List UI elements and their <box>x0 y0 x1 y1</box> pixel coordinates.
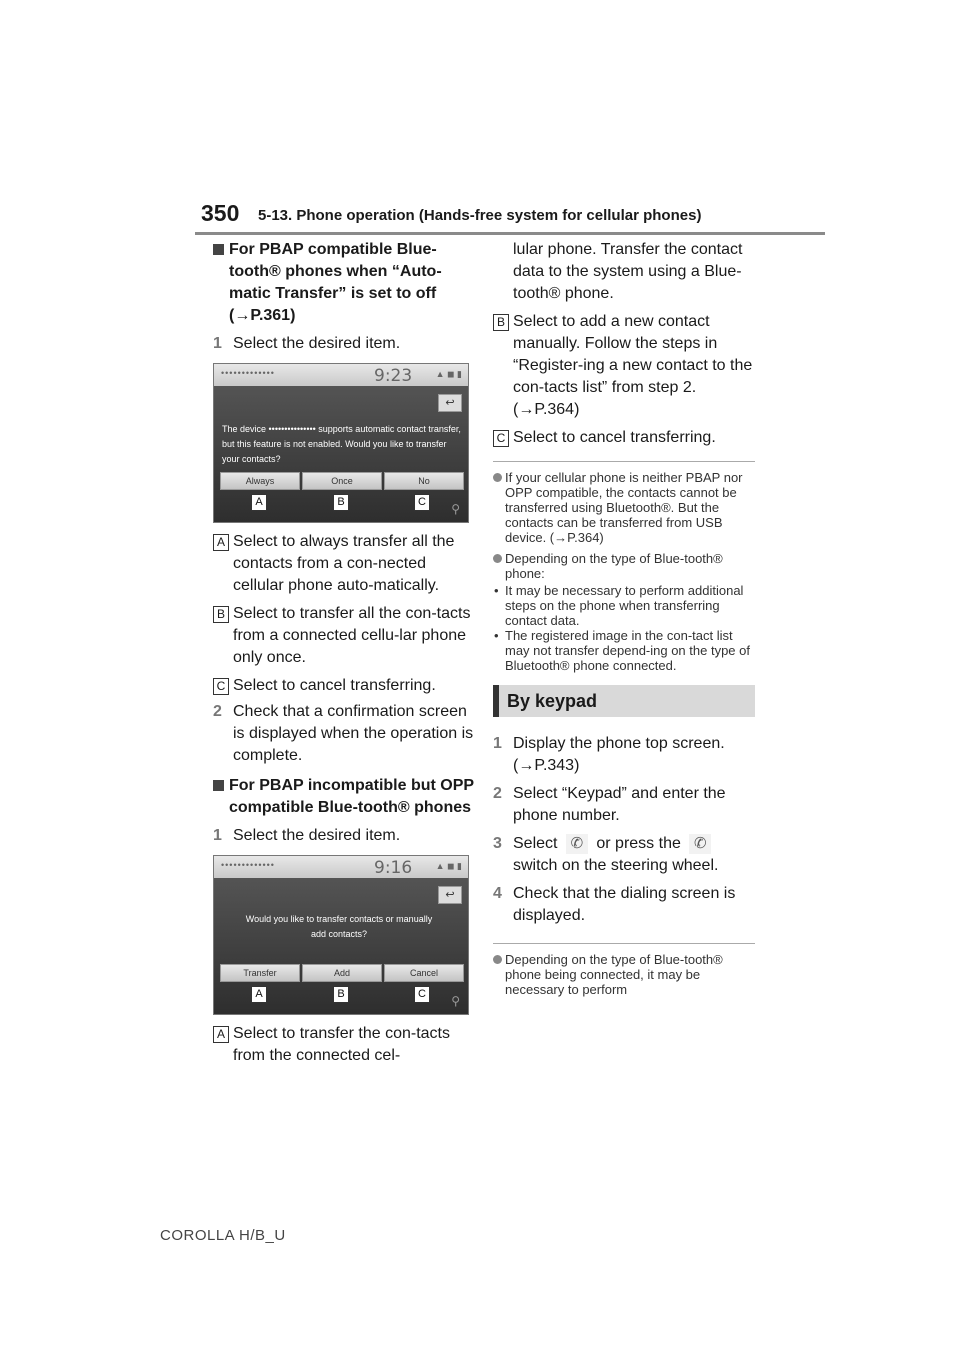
search-icon: ⚲ <box>451 994 460 1008</box>
item-c: C Select to cancel transferring. <box>213 675 475 697</box>
device-name-dots: ••••••••••••• <box>221 860 275 870</box>
screenshot-auto-transfer <box>213 363 469 523</box>
square-bullet-icon <box>213 244 224 255</box>
callout-c: C <box>414 494 430 511</box>
cancel-button[interactable]: Cancel <box>384 964 464 982</box>
dialog-buttons <box>220 964 464 982</box>
callout-c: C <box>414 986 430 1003</box>
section-title: 5-13. Phone operation (Hands-free system for cellular phones) <box>258 207 702 224</box>
transfer-button[interactable]: Transfer <box>220 964 300 982</box>
item-b: B Select to transfer all the con-tacts from a connected cellu-lar phone only once. <box>213 603 475 669</box>
always-button[interactable]: Always <box>220 472 300 490</box>
callout-tags <box>214 494 468 514</box>
callout-b: B <box>333 494 349 511</box>
dialog-message: The device ••••••••••••••• supports automatic contact transfer, but this feature is not enabled. Would you like to transfer your contacts? <box>222 424 461 464</box>
left-column <box>213 239 475 1067</box>
step-2: 2 Check that a confirmation screen is displayed when the operation is complete. <box>213 703 474 764</box>
note-incompatible: If your cellular phone is neither PBAP nor OPP compatible, the contacts cannot be transferred using Bluetooth®. But the contacts can be transferred from USB device. (→P.364) <box>493 470 755 545</box>
bullet-1: • It may be necessary to perform additional steps on the phone when transferring contact data. <box>494 583 744 628</box>
right-column <box>493 239 755 1003</box>
clock: 9:23 <box>374 366 413 386</box>
add-button[interactable]: Add <box>302 964 382 982</box>
note-divider <box>493 943 755 944</box>
item-2b: B Select to add a new contact manually. Follow the steps in “Register-ing a new contact to the con-tacts list” from step 2. (→P.364) <box>493 311 755 421</box>
phone-icon: ✆ <box>689 834 711 854</box>
clock: 9:16 <box>374 858 413 878</box>
note-dial: Depending on the type of Blue-tooth® phone being connected, it may be necessary to perform <box>493 952 755 997</box>
keypad-step-1: 1 Display the phone top screen. (→P.343) <box>493 735 725 774</box>
bullet-2: • The registered image in the con-tact list may not transfer depend-ing on the type of Bluetooth® phone connected. <box>494 628 750 673</box>
keypad-step-3: 3 Select ✆ or press the ✆ switch on the steering wheel. <box>493 834 719 874</box>
heading-opp: For PBAP incompatible but OPP compatible Blue-tooth® phones <box>213 775 475 819</box>
device-name-dots: ••••••••••••• <box>221 368 275 378</box>
no-button[interactable]: No <box>384 472 464 490</box>
note-divider <box>493 461 755 462</box>
circle-bullet-icon <box>493 955 502 964</box>
back-icon[interactable]: ↩ <box>438 886 462 904</box>
keypad-step-2: 2 Select “Keypad” and enter the phone number. <box>493 785 726 824</box>
callout-a: A <box>251 986 267 1003</box>
keypad-step-4: 4 Check that the dialing screen is displayed. <box>493 885 736 924</box>
search-icon: ⚲ <box>451 502 460 516</box>
dialog-buttons <box>220 472 464 490</box>
circle-bullet-icon <box>493 554 502 563</box>
item-2c: C Select to cancel transferring. <box>493 427 755 449</box>
page-number: 350 <box>201 200 240 226</box>
by-keypad-heading: By keypad <box>493 685 755 717</box>
status-icons: ▲ ◼ ▮ <box>435 861 462 871</box>
note-phone-type: Depending on the type of Blue-tooth® phone: <box>493 551 755 581</box>
callout-b: B <box>333 986 349 1003</box>
heading-pbap: For PBAP compatible Blue-tooth® phones when “Auto-matic Transfer” is set to off (→P.361) <box>213 239 475 327</box>
phone-icon: ✆ <box>566 834 588 854</box>
item-a: A Select to always transfer all the contacts from a con-nected cellular phone auto-matically. <box>213 531 475 597</box>
step-1b: 1 Select the desired item. <box>213 827 401 844</box>
header-rule <box>195 232 825 235</box>
square-bullet-icon <box>213 780 224 791</box>
item-2a-continued: lular phone. Transfer the contact data to the system using a Blue-tooth® phone. <box>513 241 743 302</box>
back-icon[interactable]: ↩ <box>438 394 462 412</box>
callout-a: A <box>251 494 267 511</box>
status-icons: ▲ ◼ ▮ <box>435 369 462 379</box>
once-button[interactable]: Once <box>302 472 382 490</box>
step-1: 1 Select the desired item. <box>213 335 401 352</box>
screenshot-opp-transfer <box>213 855 469 1015</box>
footer-model: COROLLA H/B_U <box>160 1227 286 1244</box>
item-2a: A Select to transfer the con-tacts from the connected cel- <box>213 1023 475 1067</box>
callout-tags <box>214 986 468 1006</box>
dialog-message: Would you like to transfer contacts or manually add contacts? <box>245 914 433 939</box>
circle-bullet-icon <box>493 473 502 482</box>
